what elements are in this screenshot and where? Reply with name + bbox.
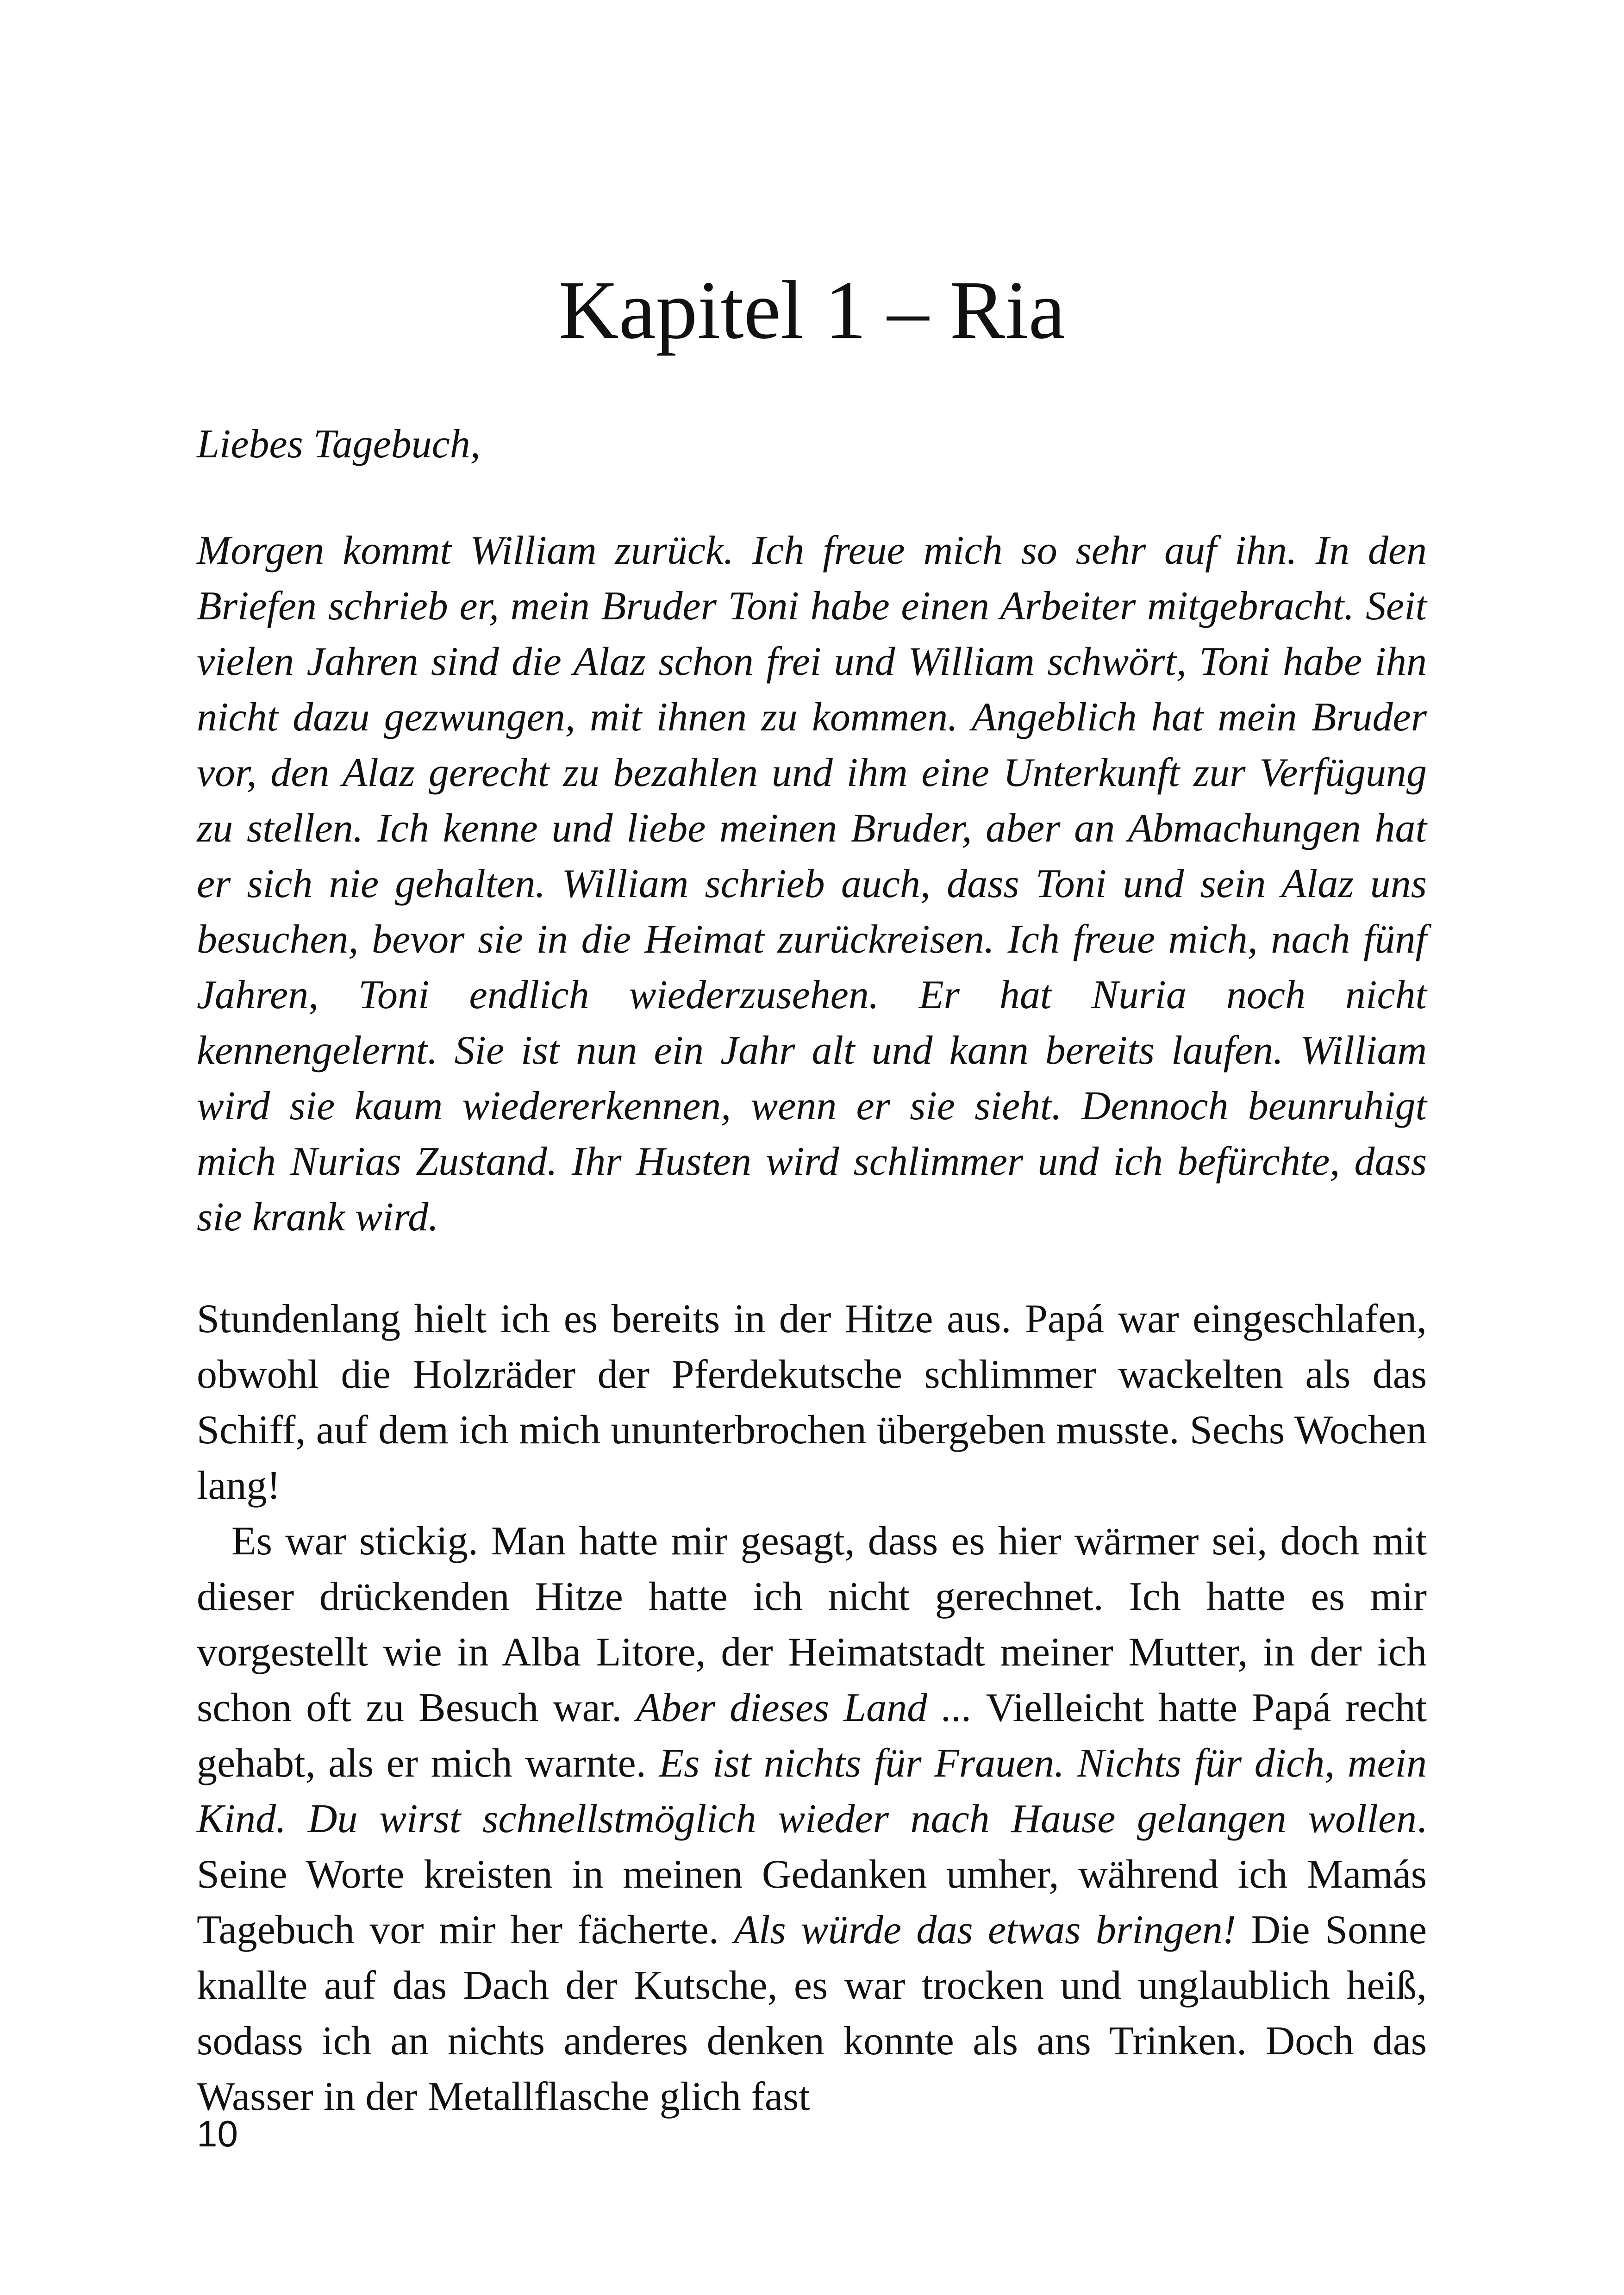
narrative-paragraph-1: Stundenlang hielt ich es bereits in der Hitze aus. Papá war eingeschlafen, obwohl die Holzräder der Pferdekutsche schlimmer wackelten als das Schiff, auf dem ich mich ununterbrochen übergeben musste. Sechs Wochen lang! [197,1297,1427,1508]
narrative-text-span: Vielleicht hatte Papá recht gehabt, als er mich warnte. [197,1685,1427,1786]
diary-entry: Morgen kommt William zurück. Ich freue mich so sehr auf ihn. In den Briefen schrieb er, mein Bruder Toni habe einen Arbeiter mitgebracht. Seit vielen Jahren sind die Alaz schon frei und William schwört, Toni habe ihn nicht dazu gezwungen, mit ihnen zu kommen. Angeblich hat mein Bruder vor, den Alaz gerecht zu bezahlen und ihm eine Unterkunft zur Verfügung zu stellen. Ich kenne und liebe meinen Bruder, aber an Abmachungen hat er sich nie gehalten. William schrieb auch, dass Toni und sein Alaz uns besuchen, bevor sie in die Heimat zurückreisen. Ich freue mich, nach fünf Jahren, Toni endlich wiederzusehen. Er hat Nuria noch nicht kennengelernt. Sie ist nun ein Jahr alt und kann bereits laufen. William wird sie kaum wiedererkennen, wenn er sie sieht. Dennoch beunruhigt mich Nurias Zustand. Ihr Husten wird schlimmer und ich befürchte, dass sie krank wird. [197,528,1427,1240]
narrative-text-span: Die Sonne knallte auf das Dach der Kutsche, es war trocken und unglaublich heiß, sodass ich an nichts anderes denken konnte als ans Trinken. Doch das Wasser in der Metallflasche glich fast [197,1908,1427,2119]
narrative-italic-quote: Es ist nichts für Frauen. Nichts für dich, mein Kind. Du wirst schnellstmöglich wieder nach Hause gelangen wollen [197,1741,1427,1841]
page-number: 10 [197,2113,238,2154]
diary-greeting: Liebes Tagebuch, [197,422,481,467]
narrative-text-span: Es war stickig. Man hatte mir gesagt, dass es hier wärmer sei, doch mit dieser drückenden Hitze hatte ich nicht gerechnet. Ich hatte es mir vorgestellt wie in Alba Litore, der Heimatstadt meiner Mutter, in der ich schon oft zu Besuch war. [197,1519,1427,1730]
chapter-title: Kapitel 1 – Ria [558,264,1066,356]
narrative-paragraph-2 [197,1514,1427,2125]
narrative-text [197,1291,1427,2125]
narrative-text-span: . Seine Worte kreisten in meinen Gedanken umher, während ich Mamás Tagebuch vor mir her fächerte. [197,1796,1427,1952]
narrative-italic-thought: Als würde das etwas bringen! [734,1908,1237,1952]
narrative-italic-thought: Aber dieses Land ... [636,1685,973,1730]
